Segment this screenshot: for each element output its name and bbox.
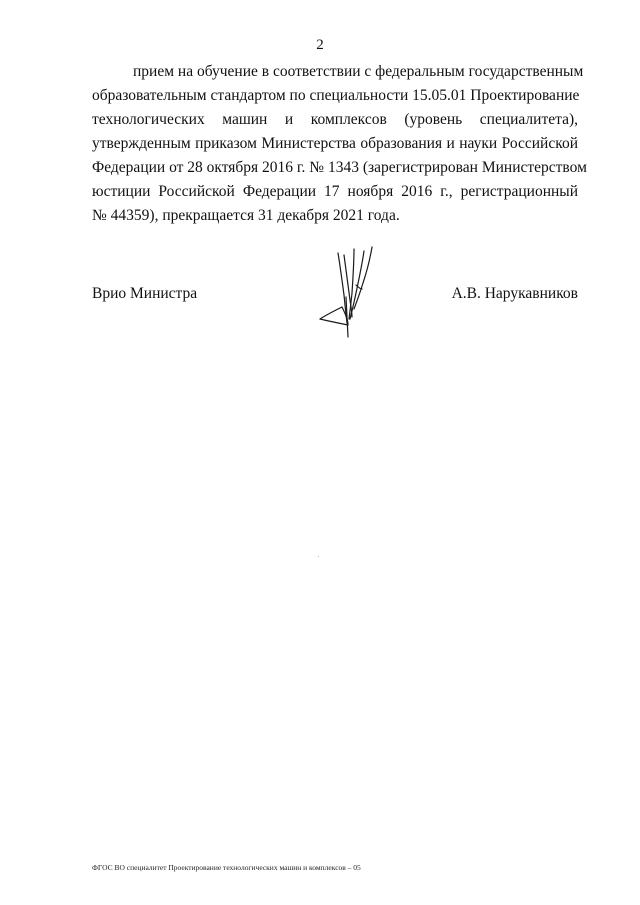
paragraph-line: № 44359), прекращается 31 декабря 2021 года. bbox=[92, 207, 400, 224]
signer-title: Врио Министра bbox=[92, 285, 198, 302]
footer-text: ФГОС ВО специалитет Проектирование технологических машин и комплексов – 05 bbox=[92, 863, 361, 872]
paragraph-line: прием на обучение в соответствии с федеральным государственным bbox=[133, 63, 584, 80]
main-paragraph bbox=[92, 60, 587, 228]
paragraph-line: технологических машин и комплексов (уровень специалитета), bbox=[92, 111, 578, 128]
paragraph-line: юстиции Российской Федерации 17 ноября 2016 г., регистрационный bbox=[92, 183, 578, 200]
signature-block bbox=[92, 285, 578, 345]
handwritten-signature-icon bbox=[312, 245, 392, 340]
paragraph-line: утвержденным приказом Министерства образования и науки Российской bbox=[92, 135, 578, 152]
scan-speck bbox=[318, 556, 319, 557]
paragraph-line: образовательным стандартом по специальности 15.05.01 Проектирование bbox=[92, 87, 580, 104]
signer-name: А.В. Нарукавников bbox=[451, 285, 578, 302]
paragraph-line: Федерации от 28 октября 2016 г. № 1343 (зарегистрирован Министерством bbox=[92, 159, 587, 176]
page-number: 2 bbox=[316, 37, 324, 53]
